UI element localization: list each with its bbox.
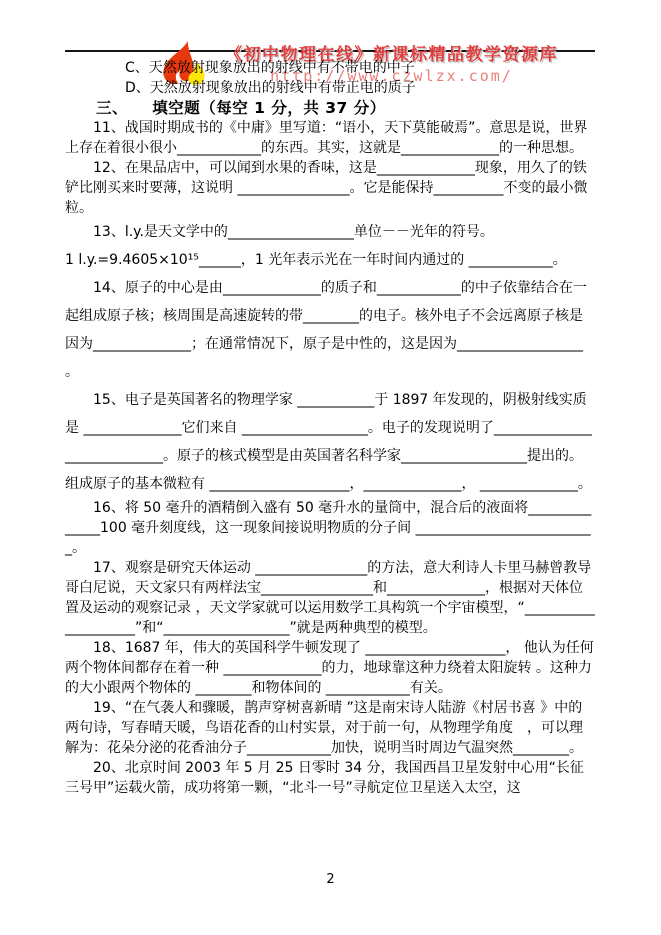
question-19: 19、“在气袭人和骤暖，鹊声穿树喜新晴 ”这是南宋诗人陆游《村居书喜 》中的两句诗，写春晴天暖，鸟语花香的山村实景，对于前一句，从物理学角度 ，可以理解为：花朵分泌的花香油分子____________加快，说明当时周边气温突然________。 <box>65 700 583 756</box>
question-18: 18、1687 年，伟大的英国科学牛顿发现了 ____________________， 他认为任何两个物体间都存在着一种 ______________的力，地球靠这种力绕着太阳旋转 。这种力的大小跟两个物体的 ________和物体间的 ____________有关。 <box>65 640 594 696</box>
question-15: 15、电子是英国著名的物理学家 ___________于 1897 年发现的，阴极射线实质是 ______________它们来自 __________________。电子的发现说明了____________________________。原子的核式模型是由英国著名科学家__________________提出的。组成原子的基本微粒有 ____________________，______________， ______________。 <box>65 392 592 492</box>
question-11: 11、战国时期成书的《中庸》里写道：“语小，天下莫能破焉”。意思是说，世界上存在着很小很小____________的东西。其实，这就是______________的一种思想。 <box>65 120 588 156</box>
choice-option-d: D、天然放射现象放出的射线中有带正电的质子 <box>125 80 416 96</box>
question-16: 16、将 50 毫升的酒精倒入盛有 50 毫升水的量筒中，混合后的液面将______________100 毫升刻度线，这一现象间接说明物质的分子间 __________________________。 <box>65 500 592 556</box>
site-title: 《初中物理在线》新课标精品教学资源库 <box>225 45 558 65</box>
choice-option-c: C、天然放射现象放出的射线中有不带电的中子 <box>125 60 415 76</box>
question-13-formula: 1 l.y.=9.4605×10¹⁵______，1 光年表示光在一年时间内通过的 ____________。 <box>65 252 567 268</box>
question-17: 17、观察是研究天体运动 ________________的方法，意大利诗人卡里马赫曾教导哥白尼说，天文家只有两样法宝________________和______________，根据对天体位置及运动的观察记录 ，天文学家就可以运用数学工具构筑一个宇宙模型，“____________________”和“__________________”就是两种典型的模型。 <box>65 560 595 636</box>
question-20: 20、北京时间 2003 年 5 月 25 日零时 34 分，我国西昌卫星发射中心用“长征三号甲”运载火箭，成功将第一颗，“北斗一号”寻航定位卫星送入太空，这 <box>65 760 584 796</box>
question-13: 13、l.y.是天文学中的__________________单位－－光年的符号。 <box>93 224 494 240</box>
section-title: 三、 填空题（每空 1 分，共 37 分） <box>96 99 386 117</box>
page-number: 2 <box>326 872 335 887</box>
question-14: 14、原子的中心是由______________的质子和____________的中子依靠结合在一起组成原子核；核周围是高速旋转的带________的电子。核外电子不会远离原子核是因为______________；在通常情况下，原子是中性的，这是因为__________________ 。 <box>65 280 587 380</box>
question-12: 12、在果品店中，可以闻到水果的香味，这是______________现象，用久了的铁铲比刚买来时要薄，这说明 ________________。它是能保持__________不变的最小微粒。 <box>65 160 588 216</box>
site-url: http://www.czwlzx.com/ <box>270 67 513 85</box>
worksheet-content <box>65 58 595 798</box>
